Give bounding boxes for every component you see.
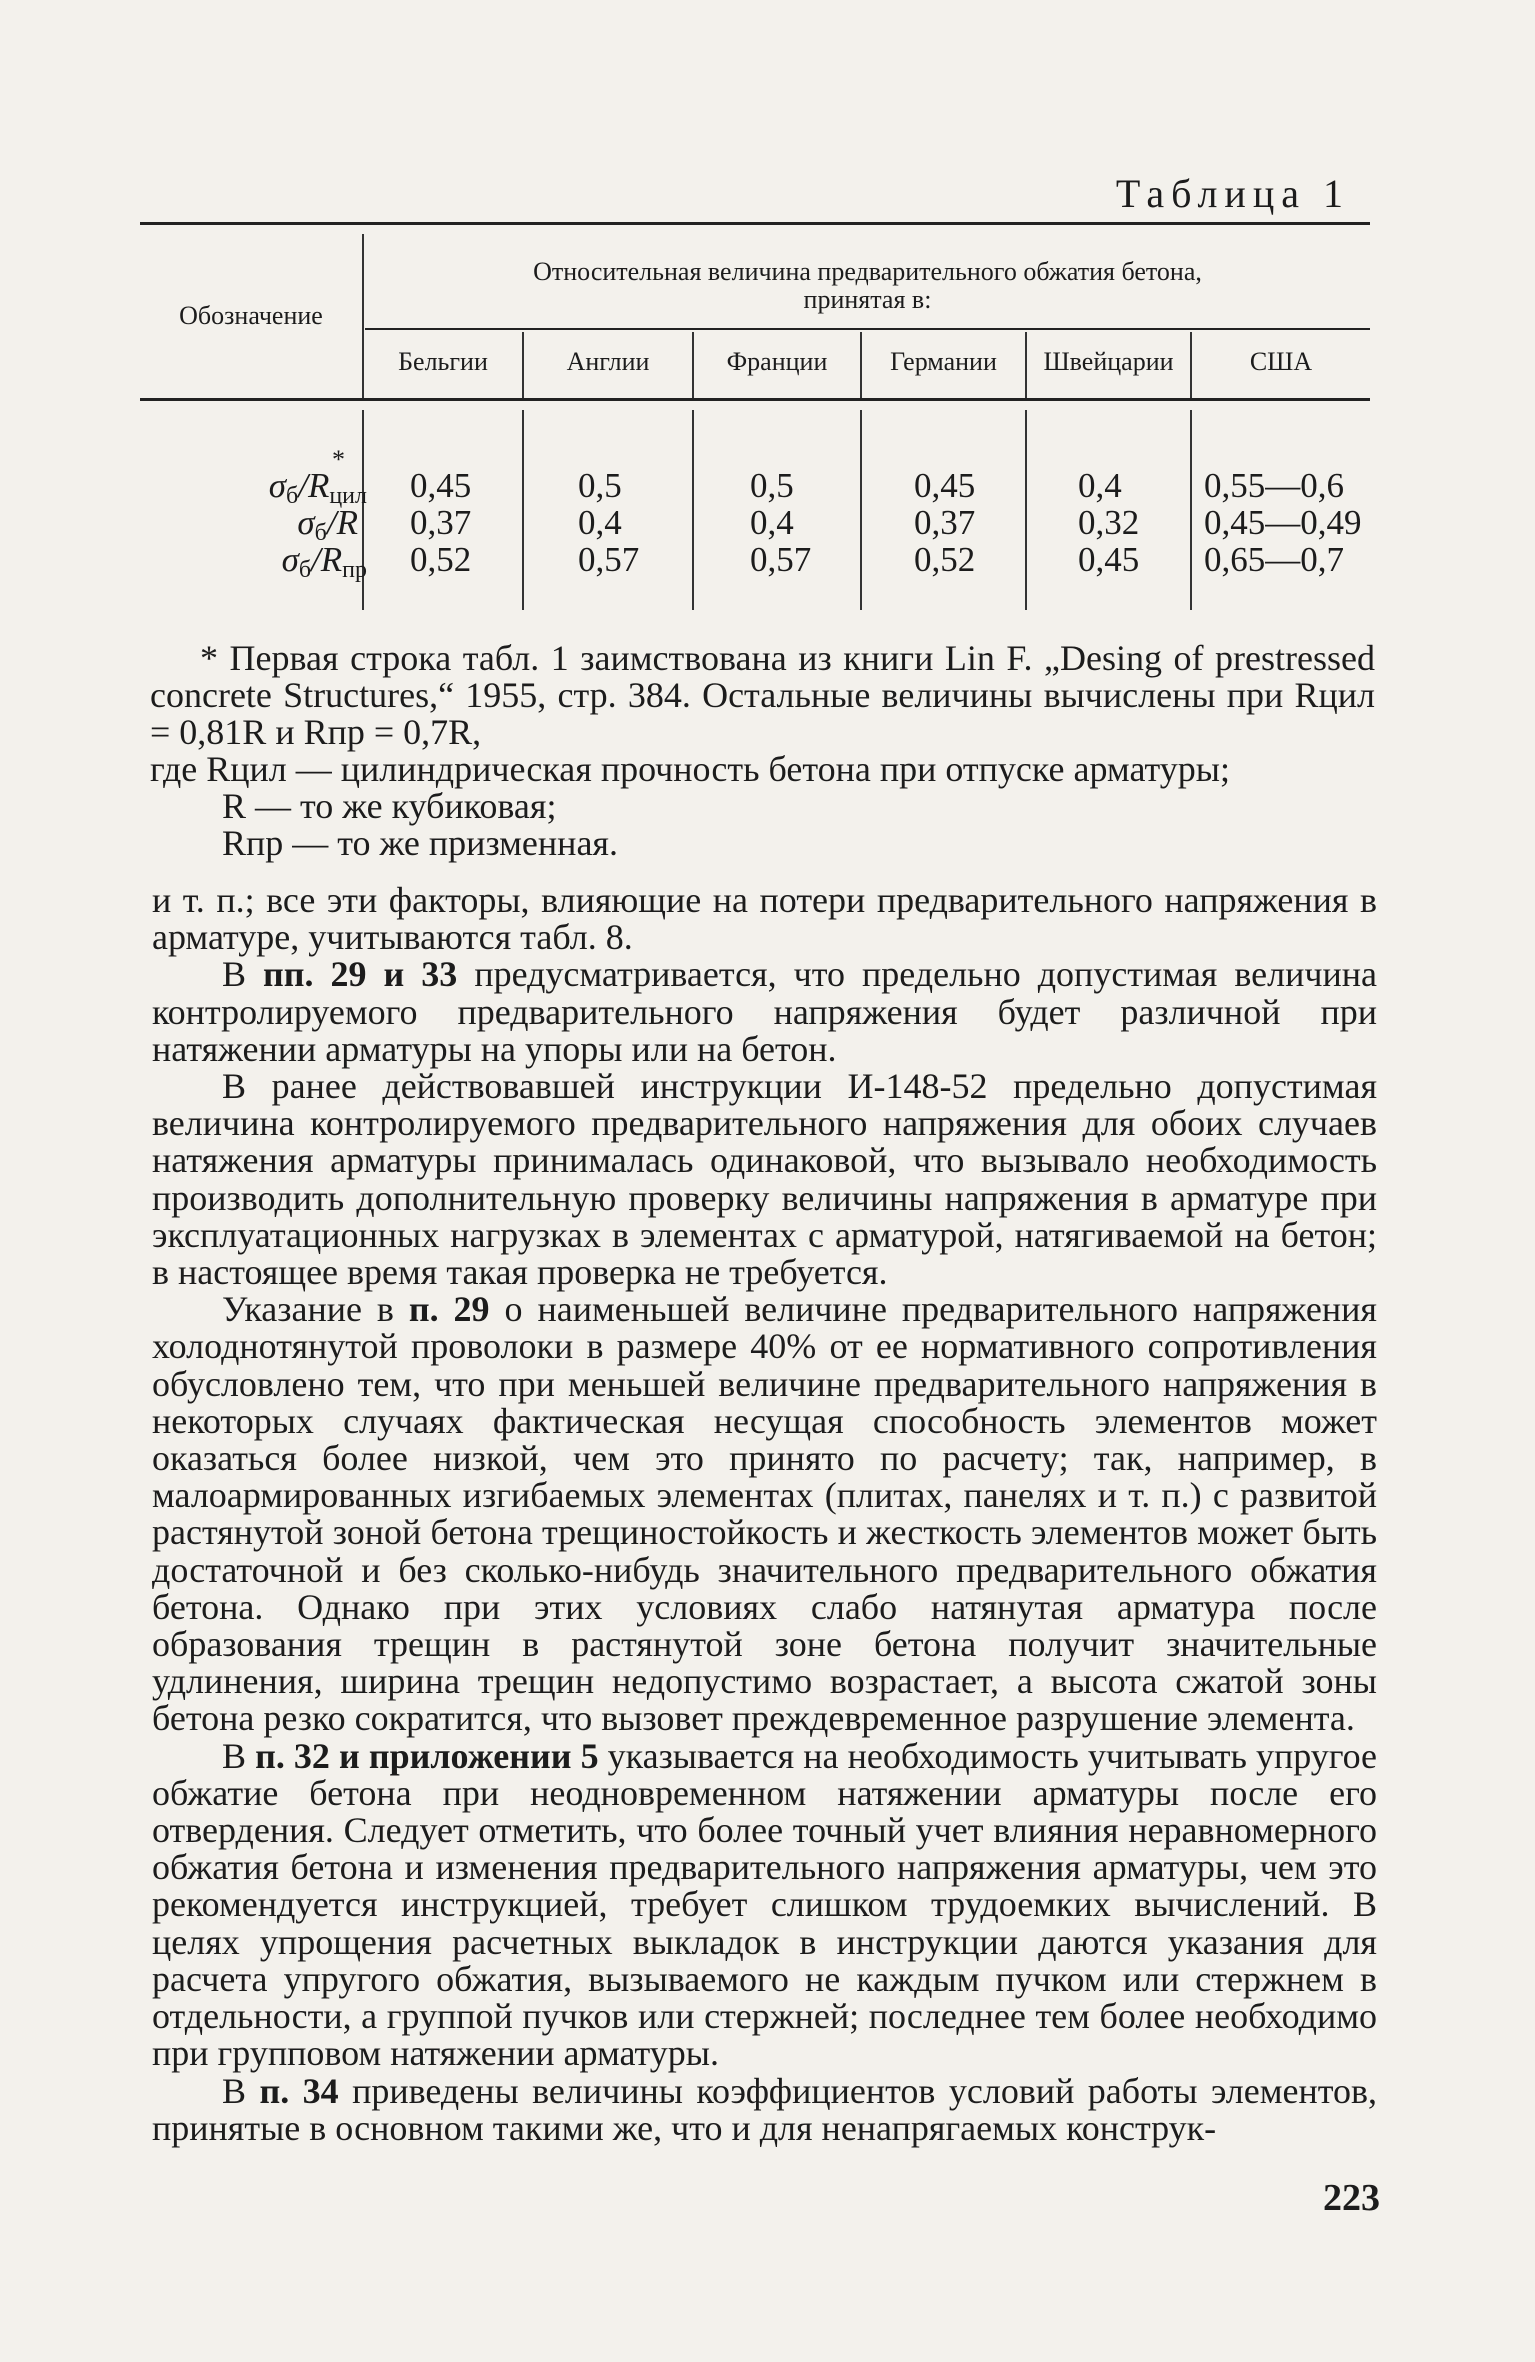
table-cell: 0,5 [578,466,622,505]
paragraph-text: указывается на необходимость учитывать упругое обжатие бетона при неодновременном натяжении арматуры после его отвердения. Следует отметить, что более точный учет влияния неравномерного обжатия бетона и изменения предварительного напряжения арматуры, чем это рекомендуется инструкцией, требует слишком трудоемких вычислений. В целях упрощения расчетных выкладок в инструкции даются указания для расчета упругого обжатия, вызываемого не каждым пучком или стержнем в отдельности, а группой пучков или стержней; последнее тем более необходимо при групповом натяжении арматуры. [152,1735,1378,2074]
header-designation: Обозначение [179,301,323,330]
table-cell: 0,4 [1078,466,1122,505]
row-symbol-r: $\sigma_б/R$ [297,503,358,546]
table-footnote [150,640,1375,862]
table-cell: 0,65—0,7 [1204,540,1344,579]
table-caption: Таблица 1 [1115,171,1350,216]
header-country: Франции [726,347,828,376]
paragraph [152,956,1377,1068]
paragraph-text: Указание в [222,1289,409,1330]
header-group-rule [365,328,1370,330]
body-divider [1025,410,1027,610]
table-top-rule [140,222,1370,225]
footnote-def-r-pr: Rпр — то же призменная. [222,823,618,863]
header-country: Бельгии [398,347,488,376]
header-bottom-rule [140,398,1370,401]
section-reference: пп. 29 и 33 [263,954,458,995]
footnote-text: * Первая строка табл. 1 заимствована из книги Lin F. „Desing of prestressed concrete Structures,“ 1955, стр. 384. Остальные величины вычислены при Rцил = 0,81R и Rпр = 0,7R, [150,638,1375,752]
table-cell: 0,4 [750,503,794,542]
table-cell: 0,37 [914,503,976,542]
table-cell: 0,57 [750,540,812,579]
body-divider [522,410,524,610]
body-divider [692,410,694,610]
row-symbol-r-cyl: $\sigma_б/R_{цил}$ * [268,445,367,509]
table-cell: 0,45 [914,466,976,505]
table-cell: 0,45 [1078,540,1140,579]
header-country: Швейцарии [1043,347,1174,376]
table-cell: 0,52 [410,540,472,579]
paragraph-text: В [222,954,264,995]
section-reference: п. 34 [259,2070,339,2111]
footnote-def-r: R — то же кубиковая; [222,786,557,826]
body-divider [860,410,862,610]
data-table [140,222,1370,612]
table-cell: 0,4 [578,503,622,542]
table-cell: 0,57 [578,540,640,579]
body-divider [1190,410,1192,610]
paragraph-text: приведены величины коэффициентов условий работы элементов, принятые в основном такими же, что и для ненапрягаемых конструк- [152,2070,1377,2148]
table-cell: 0,52 [914,540,976,579]
table-cell: 0,55—0,6 [1204,466,1344,505]
table-cell: 0,37 [410,503,472,542]
row-symbol-r-pr: $\sigma_б/R_{пр}$ [281,540,367,583]
paragraph [152,1735,1378,2074]
table-cell: 0,45 [410,466,472,505]
section-reference: п. 29 [408,1289,490,1330]
paragraph-text: В [222,2070,260,2111]
paragraph: и т. п.; все эти факторы, влияющие на потери предварительного напряжения в арматуре, учитываются табл. 8. [152,880,1377,958]
table-cell: 0,45—0,49 [1204,503,1362,542]
header-group-line1: Относительная величина предварительного обжатия бетона, [533,257,1202,286]
paragraph-text: о наименьшей величине предварительного напряжения холоднотянутой проволоки в размере 40% от ее нормативного сопротивления обусловлено тем, что при меньшей величине предварительного напряжения в некоторых случаях фактическая несущая способность элементов может оказаться более низкой, чем это принято по расчету; так, например, в малоармированных изгибаемых элементах (плитах, панелях и т. п.) с развитой растянутой зоной бетона трещиностойкость и жесткость элементов может быть достаточной и без сколько-нибудь значительного предварительного обжатия бетона. Однако при этих условиях слабо натянутая арматура после образования трещин в растянутой зоне бетона получит значительные удлинения, ширина трещин недопустимо возрастает, а высота сжатой зоны бетона резко сократится, что вызовет преждевременное разрушение элемента. [152,1289,1377,1739]
header-country: США [1249,347,1313,376]
paragraph [152,2070,1377,2148]
footnote-def-r-cyl: где Rцил — цилиндрическая прочность бетона при отпуске арматуры; [150,749,1230,789]
paragraph-text: предусматривается, что предельно допустимая величина контролируемого предварительного напряжения будет различной при натяжении арматуры на упоры или на бетон. [152,954,1377,1069]
header-group-line2: принятая в: [803,285,932,314]
table-cell: 0,32 [1078,503,1140,542]
header-country: Германии [890,347,997,376]
paragraph-text: В [222,1735,256,1776]
paragraph [152,1291,1377,1737]
section-reference: п. 32 и приложении 5 [255,1735,599,1776]
paragraph: В ранее действовавшей инструкции И-148-52 предельно допустимая величина контролируемого предварительного напряжения для обоих случаев натяжения арматуры принималась одинаковой, что вызывало необходимость производить дополнительную проверку величины напряжения в арматуре при эксплуатационных нагрузках в элементах с арматурой, натягиваемой на бетон; в настоящее время такая проверка не требуется. [152,1066,1377,1293]
body-text [152,882,1377,2147]
header-country: Англии [566,347,650,376]
page-number: 223 [1323,2177,1380,2219]
table-cell: 0,5 [750,466,794,505]
